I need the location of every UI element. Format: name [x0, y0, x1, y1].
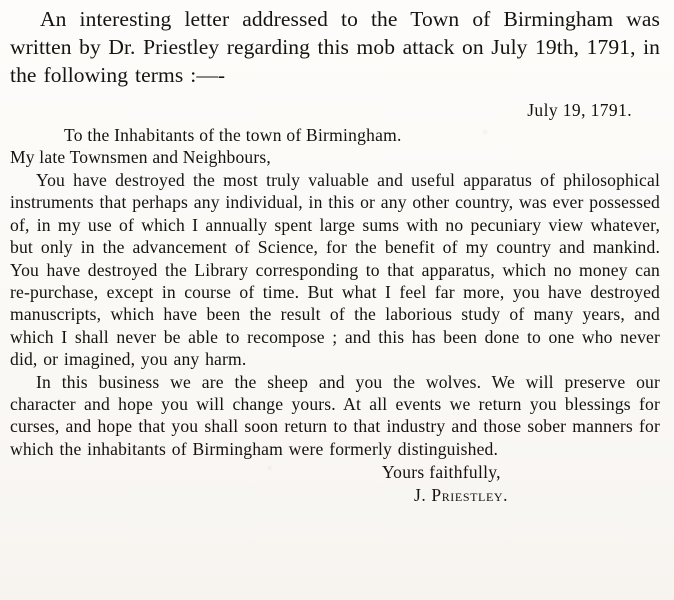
- letter-salutation: My late Townsmen and Neighbours,: [10, 146, 271, 167]
- intro-paragraph-text: An interesting letter addressed to the Town of Birmingham was written by Dr. Priestley regarding this mob attack on July 19th, 1791, in the following terms :—-: [10, 7, 660, 87]
- letter-address-line: To the Inhabitants of the town of Birmingham.: [64, 124, 402, 145]
- letter-signature: J. Priestley.: [414, 485, 509, 506]
- letter-paragraph-two-text: In this business we are the sheep and you the wolves. We will preserve our character and hope you will change yours. At all events we return you blessings for curses, and hope that you shall soon return to that industry and those sober manners for which the inhabitants of Birmingham were formerly distinguished.: [10, 371, 660, 459]
- intro-paragraph: [10, 6, 660, 90]
- letter-paragraph-two: [10, 371, 660, 461]
- letter-paragraph-one-text: You have destroyed the most truly valuable and useful apparatus of philosophical instruments that perhaps any individual, in this or any other country, was ever possessed of, in my use of which I annually spent large sums with no pecuniary view whatever, but only in the advancement of Science, for the benefit of my country and mankind. You have destroyed the Library corresponding to that apparatus, which no money can re-purchase, except in course of time. But what I feel far more, you have destroyed manuscripts, which have been the result of the laborious study of many years, and which I shall never be able to recompose ; and this has been done to one who never did, or imagined, you any harm.: [10, 169, 660, 370]
- letter-paragraph-one: [10, 169, 660, 371]
- letter-date: July 19, 1791.: [527, 99, 632, 120]
- letter-closing: Yours faithfully,: [382, 462, 501, 483]
